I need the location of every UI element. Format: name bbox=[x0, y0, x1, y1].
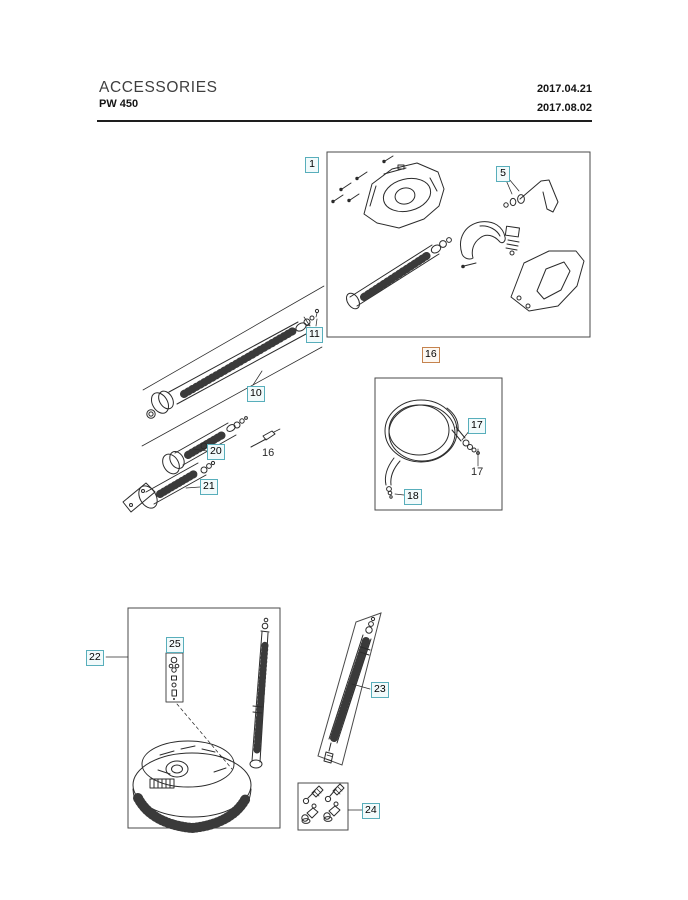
lance-assembly-drawing bbox=[123, 286, 324, 512]
callout-part-20[interactable]: 20 bbox=[207, 444, 225, 460]
nozzle-glyphs bbox=[302, 784, 344, 823]
nozzle-insert-25-drawing bbox=[166, 653, 232, 769]
callout-part-21[interactable]: 21 bbox=[200, 479, 218, 495]
lance-nut-drawing bbox=[147, 410, 155, 418]
revision-date-2: 2017.08.02 bbox=[536, 102, 592, 114]
callout-part-17-text: 17 bbox=[471, 466, 484, 478]
gun-handle-drawing bbox=[511, 251, 584, 311]
callout-part-23[interactable]: 23 bbox=[371, 682, 389, 698]
leader-lines bbox=[186, 317, 317, 488]
gun-screw-drawing bbox=[461, 263, 476, 268]
callout-part-17[interactable]: 17 bbox=[468, 418, 486, 434]
model-number: PW 450 bbox=[99, 98, 139, 110]
page-title: ACCESSORIES bbox=[99, 79, 218, 96]
adjustable-nozzle-20-drawing bbox=[159, 417, 247, 477]
cleaner-deck-drawing bbox=[133, 741, 251, 829]
trigger-drawing bbox=[461, 222, 506, 259]
callout-part-10[interactable]: 10 bbox=[247, 386, 265, 402]
callout-part-18[interactable]: 18 bbox=[404, 489, 422, 505]
latch-part-drawing bbox=[505, 226, 519, 255]
callout-kit-1[interactable]: 1 bbox=[305, 157, 319, 173]
gun-body-drawing bbox=[364, 163, 444, 228]
gun-lance-drawing bbox=[344, 238, 452, 312]
hose-kit-drawing bbox=[375, 378, 502, 510]
callout-part-25[interactable]: 25 bbox=[166, 637, 184, 653]
callout-part-5[interactable]: 5 bbox=[496, 166, 510, 182]
surface-cleaner-kit-drawing bbox=[106, 608, 280, 829]
nozzle-kit-24-drawing bbox=[298, 783, 362, 830]
cleaner-handle-drawing bbox=[250, 618, 269, 768]
callout-kit-16[interactable]: 16 bbox=[422, 347, 440, 363]
spray-gun-kit-drawing bbox=[327, 152, 590, 337]
callout-part-11[interactable]: 11 bbox=[306, 327, 323, 343]
hose-connector-part5-drawing bbox=[504, 179, 558, 212]
callout-kit-24[interactable]: 24 bbox=[362, 803, 380, 819]
callout-kit-22[interactable]: 22 bbox=[86, 650, 104, 666]
hose-coil-drawing bbox=[385, 400, 479, 498]
cleaning-needle-16-drawing bbox=[251, 429, 280, 447]
callout-part-16-text: 16 bbox=[262, 447, 275, 459]
revision-date-1: 2017.04.21 bbox=[536, 83, 592, 95]
